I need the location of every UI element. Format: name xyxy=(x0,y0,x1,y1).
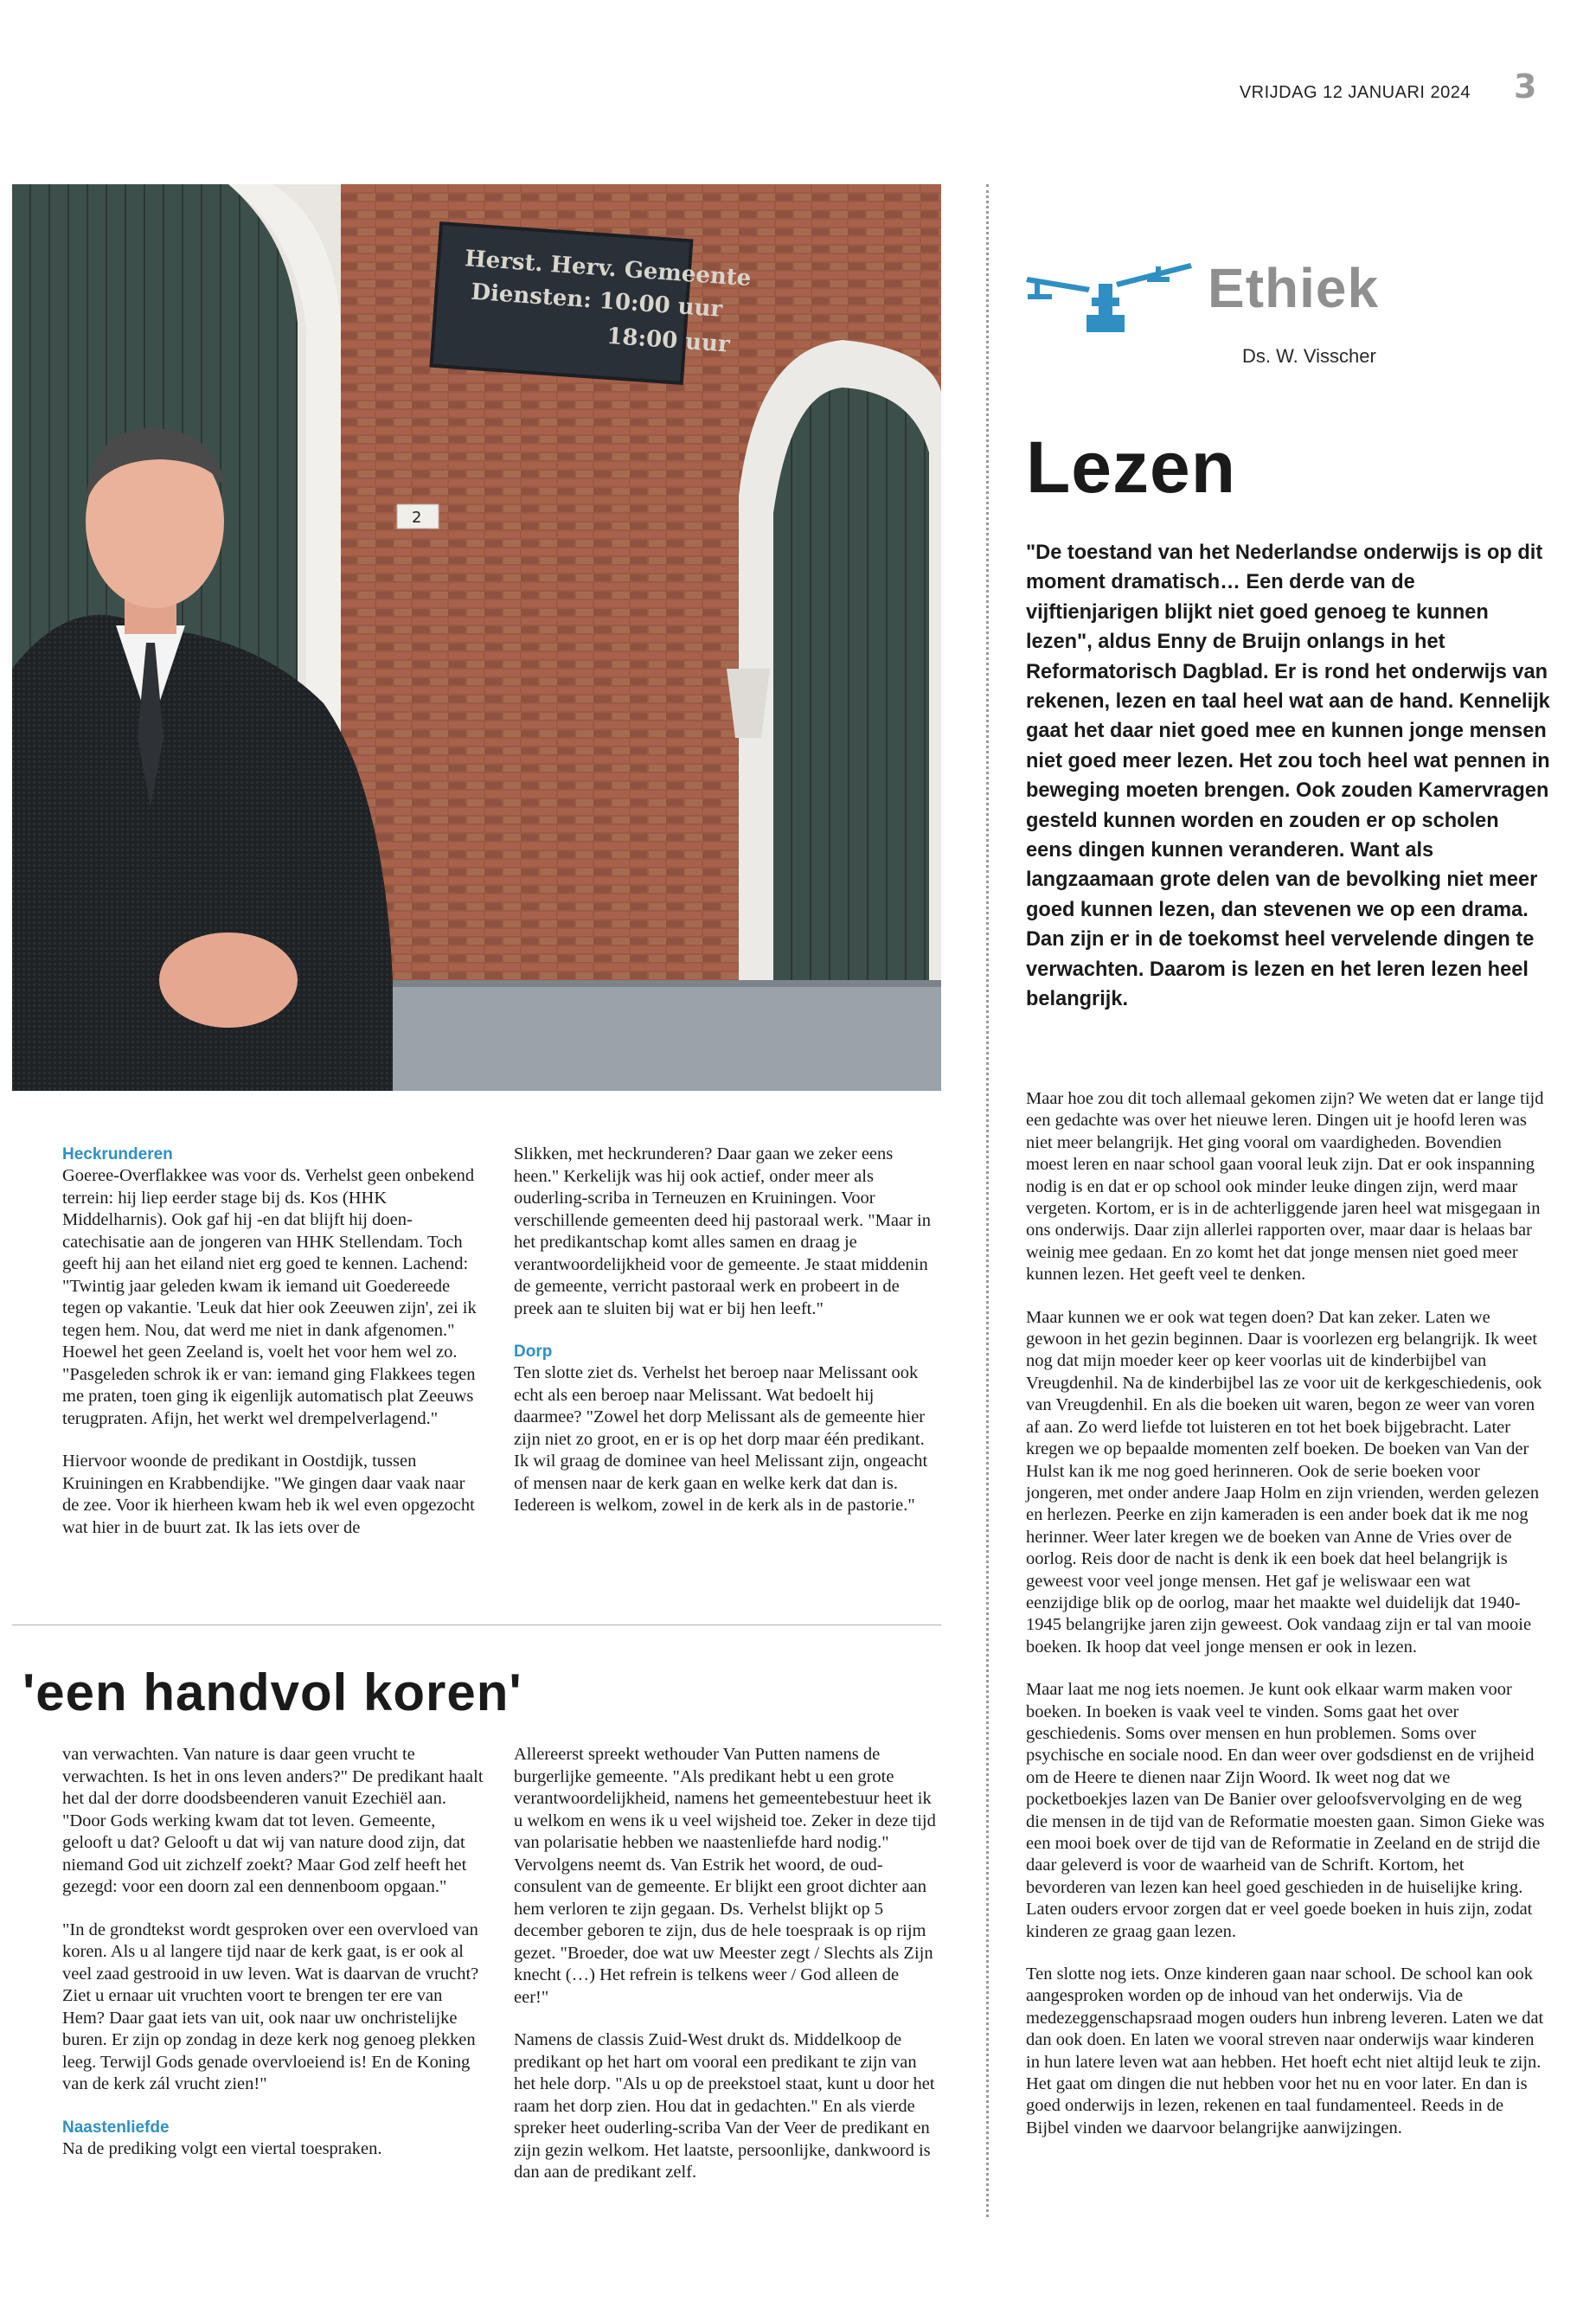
paragraph: Maar hoe zou dit toch allemaal gekomen zijn? We weten dat er lange tijd een gedachte was over het nieuwe leren. Dingen uit je hoofd leren was niet meer belangrijk. Het ging vooral om vaardigheden. Bovendien moest leren en naar school gaan vooral leuk zijn. Dat er ook inspanning nodig is en dat er op school ook minder leuke dingen zijn, werd maar vergeten. Kortom, er is in de achterliggende jaren heel wat misgegaan in ons onderwijs. Daar zijn allerlei rapporten over, maar daar is helaas bar weinig mee gedaan. En zo komt het dat jonge mensen niet goed meer kunnen lezen. Het geeft veel te denken. xyxy=(1026,1089,1544,1285)
plaque-line-1: Herst. Herv. Gemeente xyxy=(464,246,753,292)
article-photo xyxy=(12,184,941,1091)
article-column-1-top xyxy=(62,1144,484,1560)
plaque-line-2: Diensten: 10:00 uur xyxy=(470,279,724,323)
paragraph: Goeree-Overflakkee was voor ds. Verhelst geen onbekend terrein: hij liep eerder stage bij ds. Kos (HHK Middelharnis). Ook gaf hij -en dat blijft hij doen- catechisatie aan de jongeren van HHK Stellendam. Toch geeft hij aan het eiland niet erg goed te kennen. Lachend: "Twintig jaar geleden kwam ik iemand uit Goedereede tegen op vakantie. 'Leuk dat hier ook Zeeuwen zijn', zei ik tegen hem. Nou, dat werd me niet in dank afgenomen." Hoewel het geen Zeeland is, voelt het voor hem wel zo. "Pasgeleden schrok ik er van: iemand ging Flakkees tegen me praten, toen ging ik eigenlijk automatisch plat Zeeuws terugpraten. Afijn, het werkt wel drempelverlagend." xyxy=(62,1166,477,1428)
paragraph: Ten slotte nog iets. Onze kinderen gaan naar school. De school kan ook aangesproken worden op de inhoud van het onderwijs. Via de medezeggenschapsraad mogen ouders hun inbreng leveren. Laten we dat dan ook doen. En laten we vooral streven naar onderwijs waar kinderen in hun latere leven wat aan hebben. Het hoeft echt niet altijd leuk te zijn. Het gaat om dingen die nut hebben voor het nu en voor later. En dan is goed onderwijs in lezen, rekenen en taal fundamenteel. Reeds in de Bijbel vinden we daarvoor belangrijke aanwijzingen. xyxy=(1026,1965,1544,2138)
column-divider xyxy=(986,184,989,2217)
page-number: 3 xyxy=(1514,67,1537,106)
paragraph: "In de grondtekst wordt gesproken over een overvloed van koren. Als u al langere tijd naar de kerk gaat, is er ook al veel zaad gestrooid in uw leven. Wat is daarvan de vrucht? Ziet u ernaar uit vruchten voort te brengen ter ere van Hem? Daar gaat iets van uit, ook naar uw onchristelijke buren. Er zijn op zondag in deze kerk nog genoeg plekken leeg. Terwijl Gods genade overvloeiend is! En de Koning van de kerk zál vrucht zien!" xyxy=(62,1920,479,2093)
house-number: 2 xyxy=(412,509,422,527)
paragraph: Maar kunnen we er ook wat tegen doen? Dat kan zeker. Laten we gewoon in het gezin beginnen. Daar is voorlezen erg belangrijk. Ik weet nog dat mijn moeder keer op keer voorlas uit de kinderbijbel van Vreugdenhil. Na de kinderbijbel las ze voor uit de kerkgeschiedenis, ook van Vreugdenhil. En als die boeken uit waren, begon ze weer van voren af aan. Zo werd liefde tot luisteren en tot het boek bijgebracht. Later kregen we op bepaalde momenten zelf boeken. De boeken van Van der Hulst kan ik me nog goed herinneren. Ook de serie boeken voor jongeren, met onder andere Jaap Holm en zijn vrienden, werden gelezen en herlezen. Peerke en zijn kameraden is een ander boek dat ik me nog herinner. Weer later kregen we de boeken van Anne de Vries over de oorlog. Reis door de nacht is denk ik een boek dat heel belangrijk is geweest voor veel jonge mensen. Het gaf je weliswaar een wat eenzijdige blik op de oorlog, maar het maakte wel duidelijk dat 1940-1945 belangrijke jaren zijn geweest. Ook vandaag zijn er tal van mooie boeken. Ik hoop dat veel jonge mensen er ook in lezen. xyxy=(1026,1307,1542,1657)
scale-balance-icon xyxy=(1026,260,1194,336)
subhead-heckrunderen: Heckrunderen xyxy=(62,1145,173,1163)
article-column-2-top xyxy=(514,1144,936,1538)
plaque-line-3: 18:00 uur xyxy=(606,323,731,358)
paragraph: Slikken, met heckrunderen? Daar gaan we zeker eens heen." Kerkelijk was hij ook actief, onder meer als ouderling-scriba in Terneuzen en Kruiningen. Voor verschillende gemeenten deed hij pastoraal werk. "Maar in het predikantschap komt alles samen en draag je verantwoordelijkheid voor de gemeente. Je staat middenin de gemeente, verricht pastoraal werk en probeert in de preek aan te sluiten bij wat er bij hen leeft." xyxy=(514,1144,931,1318)
paragraph: Maar laat me nog iets noemen. Je kunt ook elkaar warm maken voor boeken. In boeken is vaak veel te vinden. Soms gaat het over geschiedenis. Soms over mensen en hun problemen. Soms over psychische en sociale nood. En dan weer over godsdienst en de vrijheid om de Heere te dienen naar Zijn Woord. Ik weet nog dat we pocketboekjes lazen van De Banier over geloofsvervolging en de weg die mensen in de tijd van de Reformatie moesten gaan. Simon Gieke was een mooi boek over de tijd van de Reformatie in Zeeland en de strijd die daar geleverd is voor de waarheid van de Schrift. Kortom, het bevorderen van lezen kan heel goed geschieden in de huiselijke kring. Laten ouders ervoor zorgen dat er veel goede boeken in huis zijn, zodat kinderen ze graag gaan lezen. xyxy=(1026,1680,1545,1941)
paragraph: Ten slotte ziet ds. Verhelst het beroep naar Melissant ook echt als een beroep naar Melissant. Wat bedoelt hij daarmee? "Zowel het dorp Melissant als de gemeente hier zijn niet zo groot, en er is op het dorp maar één predikant. Ik wil graag de dominee van heel Melissant zijn, ongeacht of mensen naar de kerk gaan en welke kerk dat dan is. Iedereen is welkom, zowel in de kerk als in de pastorie." xyxy=(514,1363,928,1515)
column-author: Ds. W. Visscher xyxy=(1242,345,1376,367)
column-title: Lezen xyxy=(1026,426,1237,508)
article-headline: 'een handvol koren' xyxy=(22,1663,522,1721)
column-intro: "De toestand van het Nederlandse onderwijs is op dit moment dramatisch… Een derde van de vijftienjarigen blijkt niet goed genoeg te kunnen lezen", aldus Enny de Bruijn onlangs in het Reformatorisch Dagblad. Er is rond het onderwijs van rekenen, lezen en taal heel wat aan de hand. Kennelijk gaat het daar niet goed mee en kunnen jonge mensen niet goed meer lezen. Het zou toch heel wat pennen in beweging moeten brengen. Ook zouden Kamervragen gesteld kunnen worden en zouden er op scholen eens dingen kunnen veranderen. Want als langzaamaan grote delen van de bevolking niet meer goed kunnen lezen, dan stevenen we op een drama. Dan zijn er in de toekomst heel vervelende dingen te verwachten. Daarom is lezen en het leren lezen heel belangrijk. xyxy=(1026,542,1550,1011)
article-column-1-bottom xyxy=(62,1744,484,2181)
subhead-dorp: Dorp xyxy=(514,1343,553,1361)
subhead-naastenliefde: Naastenliefde xyxy=(62,2118,170,2137)
paragraph: Na de prediking volgt een viertal toespraken. xyxy=(62,2138,382,2158)
section-title: Ethiek xyxy=(1208,257,1380,319)
paragraph: Hiervoor woonde de predikant in Oostdijk, tussen Kruiningen en Krabbendijke. "We gingen daar vaak naar de zee. Voor ik hierheen kwam heb ik wel even opgezocht wat hier in de buurt zat. Ik las iets over de xyxy=(62,1452,475,1537)
paragraph: Namens de classis Zuid-West drukt ds. Middelkoop de predikant op het hart om vooral een predikant te zijn van het hele dorp. "Als u op de preekstoel staat, kunt u door het raam het dorp zien. Hou dat in gedachten." En als vierde spreker heet ouderling-scriba Van der Veer de predikant en zijn gezin welkom. Het laatste, persoonlijke, dankwoord is dan aan de predikant zelf. xyxy=(514,2030,935,2182)
column-body xyxy=(1026,1088,1545,2160)
paragraph: van verwachten. Van nature is daar geen vrucht te verwachten. Is het in ons leven anders?" De predikant haalt het dal der dorre doodsbeenderen vanuit Ezechiël aan. "Door Gods werking kwam dat tot leven. Gemeente, gelooft u dat? Gelooft u dat wij van nature dood zijn, dat niemand God uit zichzelf zoekt? Maar God zelf heeft het gezegd: voor een doorn zal een dennenboom opgaan." xyxy=(62,1745,484,1896)
page-date: VRIJDAG 12 JANUARI 2024 xyxy=(1239,83,1471,102)
article-column-2-bottom xyxy=(514,1744,936,2205)
paragraph: Allereerst spreekt wethouder Van Putten namens de burgerlijke gemeente. "Als predikant hebt u een grote verantwoordelijkheid, namens het gemeentebestuur heet ik u welkom en wens ik u veel wijsheid toe. Zeker in deze tijd van polarisatie hebben we naastenliefde hard nodig." Vervolgens neemt ds. Van Estrik het woord, de oud-consulent van de gemeente. Er blijkt een groot dichter aan hem verloren te zijn gegaan. Ds. Verhelst blijkt op 5 december geboren te zijn, dus de hele toespraak is op rijm gezet. "Broeder, doe wat uw Meester zegt / Slechts als Zijn knecht (…) Het refrein is telkens weer / God alleen de eer!" xyxy=(514,1745,936,2007)
